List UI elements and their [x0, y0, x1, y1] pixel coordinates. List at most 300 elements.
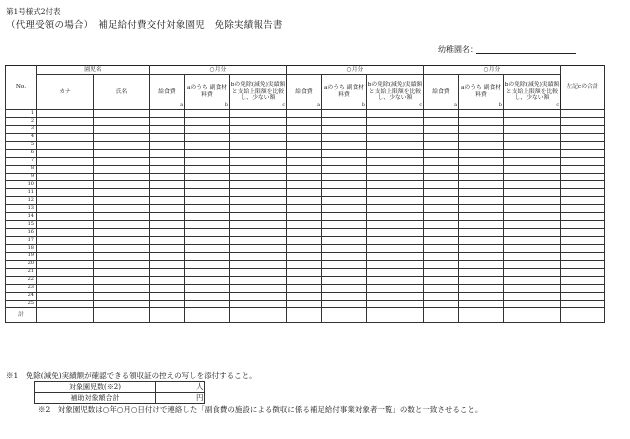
material-cell[interactable]	[459, 292, 504, 300]
name-cell[interactable]	[94, 197, 150, 205]
exempt-cell[interactable]	[504, 213, 561, 221]
total-cell[interactable]	[504, 308, 561, 323]
name-cell[interactable]	[94, 221, 150, 229]
kana-cell[interactable]	[37, 173, 94, 181]
name-cell[interactable]	[94, 252, 150, 260]
total-cell[interactable]	[230, 308, 287, 323]
exempt-cell[interactable]	[504, 189, 561, 197]
meal-cell[interactable]	[424, 300, 459, 308]
meal-cell[interactable]	[150, 292, 185, 300]
material-cell[interactable]	[322, 221, 367, 229]
material-cell[interactable]	[459, 221, 504, 229]
total-cell[interactable]	[367, 308, 424, 323]
total-cell[interactable]	[322, 308, 367, 323]
total-c-cell[interactable]	[561, 125, 605, 133]
material-cell[interactable]	[322, 284, 367, 292]
total-c-cell[interactable]	[561, 268, 605, 276]
meal-cell[interactable]	[287, 141, 322, 149]
material-cell[interactable]	[185, 213, 230, 221]
material-cell[interactable]	[185, 268, 230, 276]
exempt-cell[interactable]	[367, 276, 424, 284]
material-cell[interactable]	[459, 205, 504, 213]
kana-cell[interactable]	[37, 205, 94, 213]
meal-cell[interactable]	[150, 213, 185, 221]
total-cell[interactable]	[94, 308, 150, 323]
material-cell[interactable]	[459, 125, 504, 133]
meal-cell[interactable]	[150, 276, 185, 284]
meal-cell[interactable]	[424, 181, 459, 189]
exempt-cell[interactable]	[504, 268, 561, 276]
material-cell[interactable]	[185, 284, 230, 292]
total-c-cell[interactable]	[561, 300, 605, 308]
meal-cell[interactable]	[424, 268, 459, 276]
material-cell[interactable]	[322, 165, 367, 173]
total-c-cell[interactable]	[561, 292, 605, 300]
material-cell[interactable]	[185, 149, 230, 157]
material-cell[interactable]	[322, 125, 367, 133]
meal-cell[interactable]	[150, 181, 185, 189]
material-cell[interactable]	[322, 110, 367, 118]
meal-cell[interactable]	[424, 173, 459, 181]
meal-cell[interactable]	[150, 284, 185, 292]
name-cell[interactable]	[94, 125, 150, 133]
meal-cell[interactable]	[150, 252, 185, 260]
kana-cell[interactable]	[37, 229, 94, 237]
name-cell[interactable]	[94, 284, 150, 292]
exempt-cell[interactable]	[230, 260, 287, 268]
name-cell[interactable]	[94, 110, 150, 118]
name-cell[interactable]	[94, 260, 150, 268]
meal-cell[interactable]	[150, 157, 185, 165]
exempt-cell[interactable]	[367, 252, 424, 260]
exempt-cell[interactable]	[230, 213, 287, 221]
material-cell[interactable]	[322, 149, 367, 157]
meal-cell[interactable]	[424, 244, 459, 252]
exempt-cell[interactable]	[230, 221, 287, 229]
exempt-cell[interactable]	[230, 252, 287, 260]
material-cell[interactable]	[185, 110, 230, 118]
material-cell[interactable]	[459, 213, 504, 221]
material-cell[interactable]	[459, 117, 504, 125]
name-cell[interactable]	[94, 173, 150, 181]
total-cell[interactable]	[561, 308, 605, 323]
material-cell[interactable]	[459, 237, 504, 245]
exempt-cell[interactable]	[504, 133, 561, 141]
total-c-cell[interactable]	[561, 205, 605, 213]
name-cell[interactable]	[94, 276, 150, 284]
total-cell[interactable]	[150, 308, 185, 323]
total-cell[interactable]	[287, 308, 322, 323]
material-cell[interactable]	[459, 268, 504, 276]
exempt-cell[interactable]	[230, 157, 287, 165]
exempt-cell[interactable]	[504, 205, 561, 213]
exempt-cell[interactable]	[367, 260, 424, 268]
material-cell[interactable]	[185, 181, 230, 189]
meal-cell[interactable]	[150, 300, 185, 308]
meal-cell[interactable]	[150, 268, 185, 276]
meal-cell[interactable]	[150, 229, 185, 237]
material-cell[interactable]	[185, 244, 230, 252]
meal-cell[interactable]	[150, 110, 185, 118]
exempt-cell[interactable]	[504, 157, 561, 165]
exempt-cell[interactable]	[504, 276, 561, 284]
material-cell[interactable]	[185, 229, 230, 237]
exempt-cell[interactable]	[230, 284, 287, 292]
meal-cell[interactable]	[424, 141, 459, 149]
exempt-cell[interactable]	[504, 141, 561, 149]
material-cell[interactable]	[459, 229, 504, 237]
name-cell[interactable]	[94, 300, 150, 308]
material-cell[interactable]	[459, 260, 504, 268]
material-cell[interactable]	[322, 181, 367, 189]
exempt-cell[interactable]	[504, 252, 561, 260]
material-cell[interactable]	[459, 284, 504, 292]
exempt-cell[interactable]	[230, 173, 287, 181]
total-cell[interactable]	[185, 308, 230, 323]
meal-cell[interactable]	[287, 292, 322, 300]
meal-cell[interactable]	[287, 213, 322, 221]
total-c-cell[interactable]	[561, 141, 605, 149]
material-cell[interactable]	[185, 237, 230, 245]
material-cell[interactable]	[322, 141, 367, 149]
meal-cell[interactable]	[287, 149, 322, 157]
material-cell[interactable]	[459, 300, 504, 308]
total-c-cell[interactable]	[561, 181, 605, 189]
material-cell[interactable]	[185, 205, 230, 213]
exempt-cell[interactable]	[367, 181, 424, 189]
exempt-cell[interactable]	[367, 284, 424, 292]
meal-cell[interactable]	[424, 165, 459, 173]
meal-cell[interactable]	[287, 300, 322, 308]
meal-cell[interactable]	[150, 189, 185, 197]
exempt-cell[interactable]	[367, 141, 424, 149]
total-cell[interactable]	[424, 308, 459, 323]
total-c-cell[interactable]	[561, 252, 605, 260]
kana-cell[interactable]	[37, 181, 94, 189]
material-cell[interactable]	[322, 268, 367, 276]
kana-cell[interactable]	[37, 125, 94, 133]
name-cell[interactable]	[94, 292, 150, 300]
name-cell[interactable]	[94, 181, 150, 189]
total-c-cell[interactable]	[561, 189, 605, 197]
exempt-cell[interactable]	[504, 125, 561, 133]
exempt-cell[interactable]	[367, 157, 424, 165]
exempt-cell[interactable]	[367, 117, 424, 125]
material-cell[interactable]	[459, 173, 504, 181]
meal-cell[interactable]	[424, 125, 459, 133]
meal-cell[interactable]	[424, 276, 459, 284]
exempt-cell[interactable]	[504, 221, 561, 229]
exempt-cell[interactable]	[367, 165, 424, 173]
total-c-cell[interactable]	[561, 157, 605, 165]
material-cell[interactable]	[185, 189, 230, 197]
meal-cell[interactable]	[424, 221, 459, 229]
exempt-cell[interactable]	[504, 292, 561, 300]
meal-cell[interactable]	[287, 205, 322, 213]
meal-cell[interactable]	[287, 197, 322, 205]
total-c-cell[interactable]	[561, 173, 605, 181]
total-c-cell[interactable]	[561, 110, 605, 118]
total-c-cell[interactable]	[561, 237, 605, 245]
kana-cell[interactable]	[37, 165, 94, 173]
total-c-cell[interactable]	[561, 149, 605, 157]
material-cell[interactable]	[185, 252, 230, 260]
exempt-cell[interactable]	[367, 213, 424, 221]
meal-cell[interactable]	[287, 173, 322, 181]
exempt-cell[interactable]	[504, 197, 561, 205]
material-cell[interactable]	[322, 157, 367, 165]
material-cell[interactable]	[185, 221, 230, 229]
material-cell[interactable]	[322, 213, 367, 221]
kana-cell[interactable]	[37, 292, 94, 300]
exempt-cell[interactable]	[230, 133, 287, 141]
meal-cell[interactable]	[424, 189, 459, 197]
exempt-cell[interactable]	[367, 221, 424, 229]
material-cell[interactable]	[185, 197, 230, 205]
total-c-cell[interactable]	[561, 221, 605, 229]
exempt-cell[interactable]	[504, 165, 561, 173]
material-cell[interactable]	[185, 300, 230, 308]
meal-cell[interactable]	[424, 157, 459, 165]
meal-cell[interactable]	[150, 165, 185, 173]
meal-cell[interactable]	[287, 276, 322, 284]
exempt-cell[interactable]	[367, 189, 424, 197]
meal-cell[interactable]	[150, 221, 185, 229]
exempt-cell[interactable]	[367, 173, 424, 181]
exempt-cell[interactable]	[367, 292, 424, 300]
material-cell[interactable]	[185, 157, 230, 165]
material-cell[interactable]	[459, 110, 504, 118]
meal-cell[interactable]	[424, 284, 459, 292]
meal-cell[interactable]	[150, 125, 185, 133]
material-cell[interactable]	[459, 244, 504, 252]
exempt-cell[interactable]	[367, 268, 424, 276]
kana-cell[interactable]	[37, 197, 94, 205]
meal-cell[interactable]	[150, 141, 185, 149]
meal-cell[interactable]	[424, 149, 459, 157]
name-cell[interactable]	[94, 237, 150, 245]
material-cell[interactable]	[185, 133, 230, 141]
material-cell[interactable]	[185, 141, 230, 149]
name-cell[interactable]	[94, 157, 150, 165]
exempt-cell[interactable]	[504, 173, 561, 181]
meal-cell[interactable]	[150, 149, 185, 157]
meal-cell[interactable]	[287, 117, 322, 125]
material-cell[interactable]	[322, 260, 367, 268]
total-c-cell[interactable]	[561, 197, 605, 205]
exempt-cell[interactable]	[230, 181, 287, 189]
meal-cell[interactable]	[424, 229, 459, 237]
material-cell[interactable]	[459, 165, 504, 173]
meal-cell[interactable]	[424, 252, 459, 260]
kana-cell[interactable]	[37, 157, 94, 165]
exempt-cell[interactable]	[230, 197, 287, 205]
exempt-cell[interactable]	[230, 189, 287, 197]
kana-cell[interactable]	[37, 252, 94, 260]
name-cell[interactable]	[94, 205, 150, 213]
material-cell[interactable]	[322, 117, 367, 125]
exempt-cell[interactable]	[230, 244, 287, 252]
meal-cell[interactable]	[424, 292, 459, 300]
material-cell[interactable]	[185, 165, 230, 173]
exempt-cell[interactable]	[367, 110, 424, 118]
material-cell[interactable]	[185, 292, 230, 300]
exempt-cell[interactable]	[367, 149, 424, 157]
meal-cell[interactable]	[287, 165, 322, 173]
meal-cell[interactable]	[287, 133, 322, 141]
material-cell[interactable]	[322, 133, 367, 141]
meal-cell[interactable]	[150, 117, 185, 125]
meal-cell[interactable]	[150, 244, 185, 252]
name-cell[interactable]	[94, 229, 150, 237]
exempt-cell[interactable]	[230, 165, 287, 173]
total-c-cell[interactable]	[561, 276, 605, 284]
material-cell[interactable]	[322, 189, 367, 197]
exempt-cell[interactable]	[230, 237, 287, 245]
kana-cell[interactable]	[37, 260, 94, 268]
meal-cell[interactable]	[150, 205, 185, 213]
material-cell[interactable]	[322, 300, 367, 308]
total-c-cell[interactable]	[561, 244, 605, 252]
kana-cell[interactable]	[37, 284, 94, 292]
meal-cell[interactable]	[287, 268, 322, 276]
meal-cell[interactable]	[150, 133, 185, 141]
kana-cell[interactable]	[37, 133, 94, 141]
meal-cell[interactable]	[424, 133, 459, 141]
name-cell[interactable]	[94, 133, 150, 141]
material-cell[interactable]	[459, 141, 504, 149]
exempt-cell[interactable]	[367, 133, 424, 141]
meal-cell[interactable]	[287, 181, 322, 189]
meal-cell[interactable]	[287, 125, 322, 133]
meal-cell[interactable]	[424, 117, 459, 125]
exempt-cell[interactable]	[230, 300, 287, 308]
exempt-cell[interactable]	[504, 260, 561, 268]
material-cell[interactable]	[322, 237, 367, 245]
total-c-cell[interactable]	[561, 133, 605, 141]
meal-cell[interactable]	[287, 110, 322, 118]
kana-cell[interactable]	[37, 213, 94, 221]
exempt-cell[interactable]	[504, 244, 561, 252]
kana-cell[interactable]	[37, 141, 94, 149]
exempt-cell[interactable]	[504, 284, 561, 292]
material-cell[interactable]	[322, 244, 367, 252]
kana-cell[interactable]	[37, 149, 94, 157]
exempt-cell[interactable]	[504, 237, 561, 245]
kana-cell[interactable]	[37, 276, 94, 284]
meal-cell[interactable]	[287, 284, 322, 292]
meal-cell[interactable]	[287, 221, 322, 229]
material-cell[interactable]	[459, 157, 504, 165]
total-c-cell[interactable]	[561, 117, 605, 125]
kana-cell[interactable]	[37, 221, 94, 229]
total-cell[interactable]	[459, 308, 504, 323]
kana-cell[interactable]	[37, 117, 94, 125]
kana-cell[interactable]	[37, 268, 94, 276]
meal-cell[interactable]	[424, 213, 459, 221]
kana-cell[interactable]	[37, 237, 94, 245]
material-cell[interactable]	[322, 252, 367, 260]
material-cell[interactable]	[322, 197, 367, 205]
meal-cell[interactable]	[424, 197, 459, 205]
material-cell[interactable]	[185, 125, 230, 133]
material-cell[interactable]	[459, 276, 504, 284]
meal-cell[interactable]	[424, 260, 459, 268]
exempt-cell[interactable]	[230, 125, 287, 133]
meal-cell[interactable]	[287, 260, 322, 268]
exempt-cell[interactable]	[230, 268, 287, 276]
meal-cell[interactable]	[287, 157, 322, 165]
name-cell[interactable]	[94, 213, 150, 221]
meal-cell[interactable]	[150, 197, 185, 205]
total-c-cell[interactable]	[561, 284, 605, 292]
material-cell[interactable]	[322, 173, 367, 181]
meal-cell[interactable]	[287, 229, 322, 237]
material-cell[interactable]	[185, 117, 230, 125]
material-cell[interactable]	[322, 205, 367, 213]
material-cell[interactable]	[459, 197, 504, 205]
name-cell[interactable]	[94, 117, 150, 125]
meal-cell[interactable]	[150, 237, 185, 245]
exempt-cell[interactable]	[230, 141, 287, 149]
exempt-cell[interactable]	[367, 197, 424, 205]
meal-cell[interactable]	[287, 252, 322, 260]
material-cell[interactable]	[322, 292, 367, 300]
name-cell[interactable]	[94, 165, 150, 173]
meal-cell[interactable]	[424, 110, 459, 118]
exempt-cell[interactable]	[367, 205, 424, 213]
material-cell[interactable]	[459, 149, 504, 157]
exempt-cell[interactable]	[504, 181, 561, 189]
exempt-cell[interactable]	[230, 117, 287, 125]
exempt-cell[interactable]	[504, 117, 561, 125]
meal-cell[interactable]	[287, 244, 322, 252]
exempt-cell[interactable]	[367, 125, 424, 133]
material-cell[interactable]	[185, 173, 230, 181]
exempt-cell[interactable]	[504, 229, 561, 237]
exempt-cell[interactable]	[504, 149, 561, 157]
material-cell[interactable]	[322, 229, 367, 237]
meal-cell[interactable]	[150, 173, 185, 181]
material-cell[interactable]	[322, 276, 367, 284]
total-c-cell[interactable]	[561, 213, 605, 221]
total-c-cell[interactable]	[561, 165, 605, 173]
meal-cell[interactable]	[150, 260, 185, 268]
total-c-cell[interactable]	[561, 260, 605, 268]
meal-cell[interactable]	[287, 237, 322, 245]
material-cell[interactable]	[459, 133, 504, 141]
exempt-cell[interactable]	[504, 110, 561, 118]
name-cell[interactable]	[94, 268, 150, 276]
material-cell[interactable]	[459, 189, 504, 197]
meal-cell[interactable]	[424, 237, 459, 245]
exempt-cell[interactable]	[230, 205, 287, 213]
exempt-cell[interactable]	[230, 276, 287, 284]
kana-cell[interactable]	[37, 300, 94, 308]
exempt-cell[interactable]	[230, 292, 287, 300]
meal-cell[interactable]	[424, 205, 459, 213]
material-cell[interactable]	[459, 252, 504, 260]
exempt-cell[interactable]	[230, 110, 287, 118]
total-cell[interactable]	[37, 308, 94, 323]
name-cell[interactable]	[94, 244, 150, 252]
kana-cell[interactable]	[37, 189, 94, 197]
name-cell[interactable]	[94, 149, 150, 157]
nursery-name-field[interactable]	[476, 53, 576, 54]
exempt-cell[interactable]	[367, 229, 424, 237]
exempt-cell[interactable]	[504, 300, 561, 308]
name-cell[interactable]	[94, 189, 150, 197]
